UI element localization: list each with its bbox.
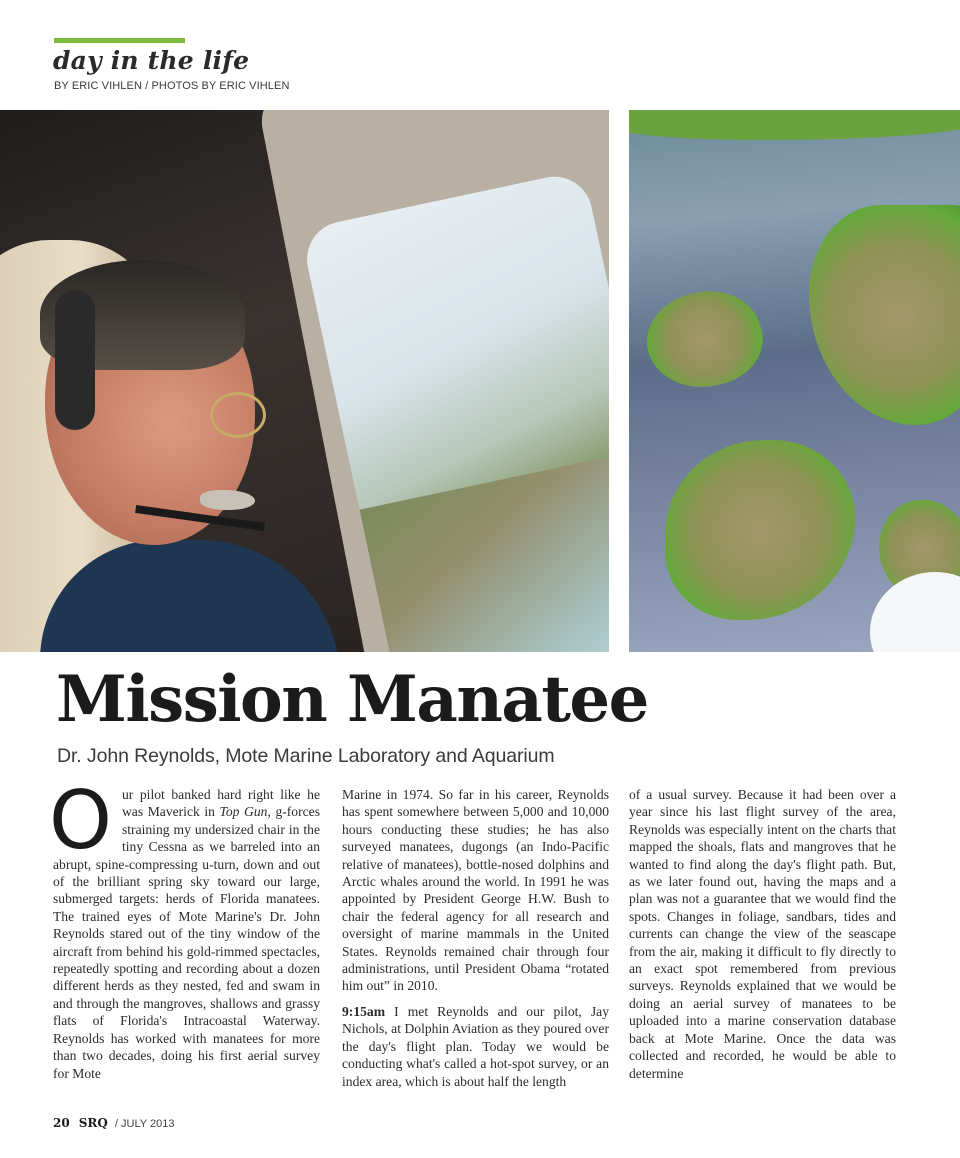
timestamp: 9:15am [342,1003,386,1019]
page-number: 20 [53,1116,70,1130]
drop-cap: O [49,774,112,867]
photo-pilot-in-cockpit [0,110,609,652]
paragraph: of a usual survey. Because it had been over a year since his last flight survey of the area, Reynolds was especially intent on the charts that mapped the shoals, flats and mangroves that he wanted to find along the day's flight path. But, as we later found out, having the maps and a plan was not a guarantee that we would find the spots. Changes in foliage, sandbars, tides and currents can change the view of the seascape from the air, making it difficult to fly directly to an exact spot remembered from previous surveys. Reynolds explained that we would be doing an aerial survey of manatees to be uploaded into a marine conservation database back at Mote Marine. Once the data was collected and recorded, he would be able to determine [629,787,896,1081]
article-column-1 [49,774,320,1082]
article-column-3 [629,786,896,1086]
gold-rimmed-spectacles [210,392,266,438]
photo-aerial-mangroves [629,110,960,652]
mangrove-island [637,279,773,401]
paragraph: 9:15am I met Reynolds and our pilot, Jay Nichols, at Dolphin Aviation as they poured over the day's flight plan. Today we would be conducting what's called a hot-spot survey, or an index area, which is about half the length [342,1003,609,1089]
mangrove-island [809,205,960,425]
issue-date: / JULY 2013 [114,1118,175,1130]
article-column-2 [342,786,609,1090]
paragraph: ur pilot banked hard right like he was Maverick in Top Gun, g-forces straining my undersized chair in the tiny Cessna as we barreled into an abrupt, spine-compressing u-turn, down and out of the brilliant spring sky toward our large, submerged targets: herds of Florida manatees. The trained eyes of Mote Marine's Dr. John Reynolds stared out of the tiny window of the aircraft from behind his gold-rimmed spectacles, repeatedly spotting and recording about a dozen different herds as they nested, fed and swam in and through the mangroves, shallows and grassy flats of Florida's Intracoastal Waterway. Reynolds has worked with manatees for more than two decades, doing his first aerial survey for Mote [53,787,320,1081]
aircraft-wing-tip [870,572,960,652]
paragraph: Marine in 1974. So far in his career, Reynolds has spent somewhere between 5,000 and 10,000 hours conducting these studies; he has also surveyed manatees, dugongs (an Indo-Pacific relative of manatees), bottle-nosed dolphins and Arctic whales around the world. In 1991 he was appointed by President George H.W. Bush to chair the federal agency for all research and oversight of marine mammals in the United States. Reynolds remained chair through four administrations, until President Obama “rotated him out” in 2010. [342,787,609,994]
article-subhead: Dr. John Reynolds, Mote Marine Laboratory and Aquarium [57,745,555,767]
section-accent-rule [54,38,185,43]
article-headline: Mission Manatee [56,662,648,737]
headset-band [55,290,95,430]
mangrove-island [665,440,855,620]
aircraft-window [300,170,609,652]
film-title: Top Gun [219,804,268,820]
section-title: day in the life [53,46,250,75]
magazine-name: SRQ [78,1116,108,1130]
byline: BY ERIC VIHLEN / PHOTOS BY ERIC VIHLEN [54,80,290,92]
page-footer [53,1116,174,1130]
